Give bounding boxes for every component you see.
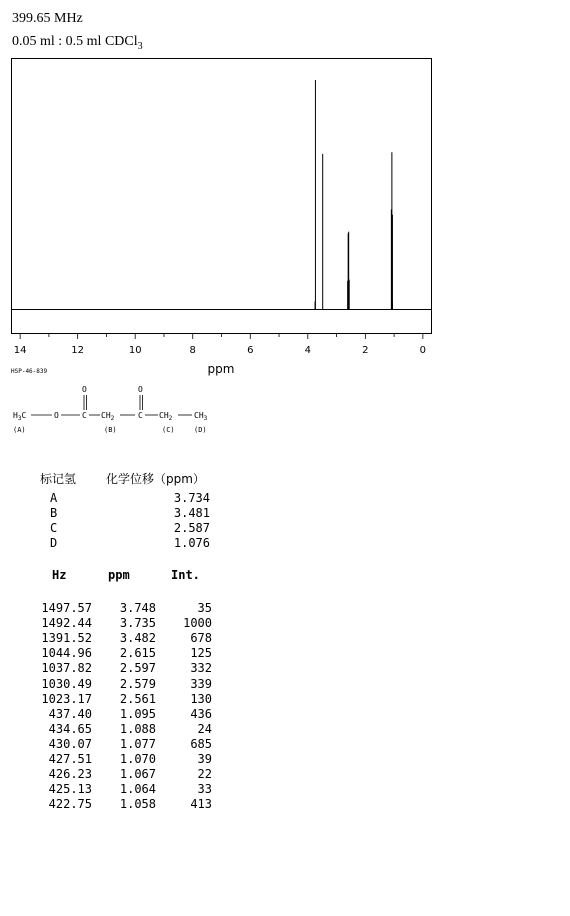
- x-axis-label: ppm: [207, 362, 235, 376]
- peak-row: [28, 752, 212, 766]
- x-tick-label: 12: [71, 345, 85, 356]
- x-tick-label: 4: [304, 345, 311, 356]
- peak-row: [28, 767, 212, 781]
- structure-carbonyl-o2: O: [138, 385, 143, 394]
- x-tick-label: 2: [362, 345, 369, 356]
- peak-hz: 434.65: [48, 721, 92, 736]
- plot-frame: [12, 59, 432, 334]
- assignment-row: [50, 536, 210, 550]
- peak-intensity: 685: [190, 736, 212, 751]
- peak-intensity: 35: [197, 601, 212, 615]
- assignment-label: A: [50, 491, 58, 505]
- peak-hz: 437.40: [48, 706, 92, 721]
- structure-atom-c1: C: [82, 411, 87, 420]
- peak-ppm: 1.077: [119, 736, 156, 751]
- peak-intensity: 339: [190, 676, 212, 691]
- assignment-shift: 3.734: [173, 491, 210, 505]
- peak-intensity: 332: [190, 661, 212, 676]
- peak-intensity: 125: [190, 646, 212, 661]
- assignment-label: C: [50, 521, 58, 535]
- peak-intensity: 678: [190, 631, 212, 646]
- structure-atom-o: O: [54, 411, 59, 420]
- peak-ppm: 3.482: [119, 631, 156, 646]
- peak-intensity: 130: [190, 691, 212, 706]
- assignment-row: [50, 491, 210, 505]
- peak-ppm: 1.067: [119, 767, 156, 782]
- structure-atom-ch2-c: $CH_2$: [159, 411, 173, 422]
- structure-label-c: (C): [162, 426, 175, 434]
- peak-hz: 427.51: [48, 752, 92, 766]
- peak-ppm: 2.561: [119, 691, 156, 706]
- peak-header-hz: Hz: [52, 568, 67, 582]
- solvent-text: 0.05 ml : 0.5 ml CDCl: [12, 34, 138, 49]
- structure-label-b: (B): [104, 426, 117, 434]
- assignment-label: B: [50, 506, 58, 520]
- peak-row: [28, 692, 212, 706]
- solvent-subscript: 3: [137, 40, 143, 52]
- peak-hz: 426.23: [48, 767, 92, 782]
- peak-hz: 422.75: [48, 797, 92, 812]
- assignment-shift: 2.587: [173, 521, 210, 535]
- peak-hz: 1023.17: [41, 691, 92, 706]
- peak-ppm: 3.748: [119, 601, 156, 615]
- peak-hz: 1492.44: [41, 616, 92, 631]
- peak-hz: 1030.49: [41, 676, 92, 691]
- peak-row: [28, 677, 212, 691]
- peak-row: [28, 616, 212, 630]
- peak-ppm: 1.064: [119, 782, 156, 797]
- peak-ppm: 3.735: [119, 616, 156, 631]
- peak-header-ppm: ppm: [108, 568, 130, 582]
- structure-label-a: (A): [13, 426, 26, 434]
- peak-hz: 1044.96: [41, 646, 92, 661]
- x-tick-label: 10: [128, 345, 142, 356]
- peak-ppm: 1.088: [119, 721, 156, 736]
- assignment-header-label: 标记氢: [40, 472, 77, 486]
- peak-header-int: Int.: [171, 568, 200, 582]
- structure-carbonyl-o1: O: [82, 385, 87, 394]
- assignment-header-shift: 化学位移（ppm）: [106, 472, 205, 486]
- peak-row: [28, 601, 212, 615]
- peak-row: [28, 646, 212, 660]
- peak-intensity: 22: [197, 767, 212, 782]
- peak-intensity: 413: [190, 797, 212, 812]
- x-tick-label: 0: [419, 345, 427, 356]
- peak-row: [28, 631, 212, 645]
- peak-row: [28, 707, 212, 721]
- peak-row: [28, 797, 212, 811]
- structure-atom-c2: C: [138, 411, 143, 420]
- peak-row: [28, 722, 212, 736]
- peak-intensity: 24: [197, 721, 212, 736]
- peak-hz: 1391.52: [41, 631, 92, 646]
- peak-row: [28, 661, 212, 675]
- peak-ppm: 2.579: [119, 676, 156, 691]
- peak-intensity: 39: [197, 752, 212, 766]
- peak-row: [28, 737, 212, 751]
- structure-label-d: (D): [194, 426, 207, 434]
- peak-hz: 425.13: [48, 782, 92, 797]
- peak-ppm: 1.058: [119, 797, 156, 812]
- x-tick-label: 14: [13, 345, 27, 356]
- sample-code: HSP-46-839: [11, 368, 48, 375]
- assignment-row: [50, 521, 210, 535]
- peak-ppm: 1.095: [119, 706, 156, 721]
- peak-ppm: 2.597: [119, 661, 156, 676]
- assignment-header: [40, 470, 205, 487]
- assignment-label: D: [50, 536, 58, 550]
- assignment-row: [50, 506, 210, 520]
- peak-intensity: 33: [197, 782, 212, 797]
- structure-atom-ch2-b: $CH_2$: [101, 411, 115, 422]
- peak-hz: 430.07: [48, 736, 92, 751]
- peak-hz: 1497.57: [41, 601, 92, 615]
- peak-intensity: 1000: [183, 616, 212, 631]
- peak-intensity: 436: [190, 706, 212, 721]
- assignment-shift: 3.481: [173, 506, 210, 520]
- peak-ppm: 2.615: [119, 646, 156, 661]
- x-tick-label: 8: [189, 345, 196, 356]
- structure-atom-h3c: $H_3C$: [13, 411, 27, 422]
- peak-lines: [315, 80, 392, 310]
- chemical-structure: [13, 385, 208, 434]
- structure-atom-ch3: $CH_3$: [194, 411, 208, 422]
- spectrometer-frequency: 399.65 MHz: [12, 11, 83, 26]
- x-tick-label: 6: [247, 345, 254, 356]
- peak-row: [28, 782, 212, 796]
- x-axis-ticks: [14, 334, 426, 356]
- peak-ppm: 1.070: [119, 752, 156, 766]
- assignment-shift: 1.076: [173, 536, 210, 550]
- peak-hz: 1037.82: [41, 661, 92, 676]
